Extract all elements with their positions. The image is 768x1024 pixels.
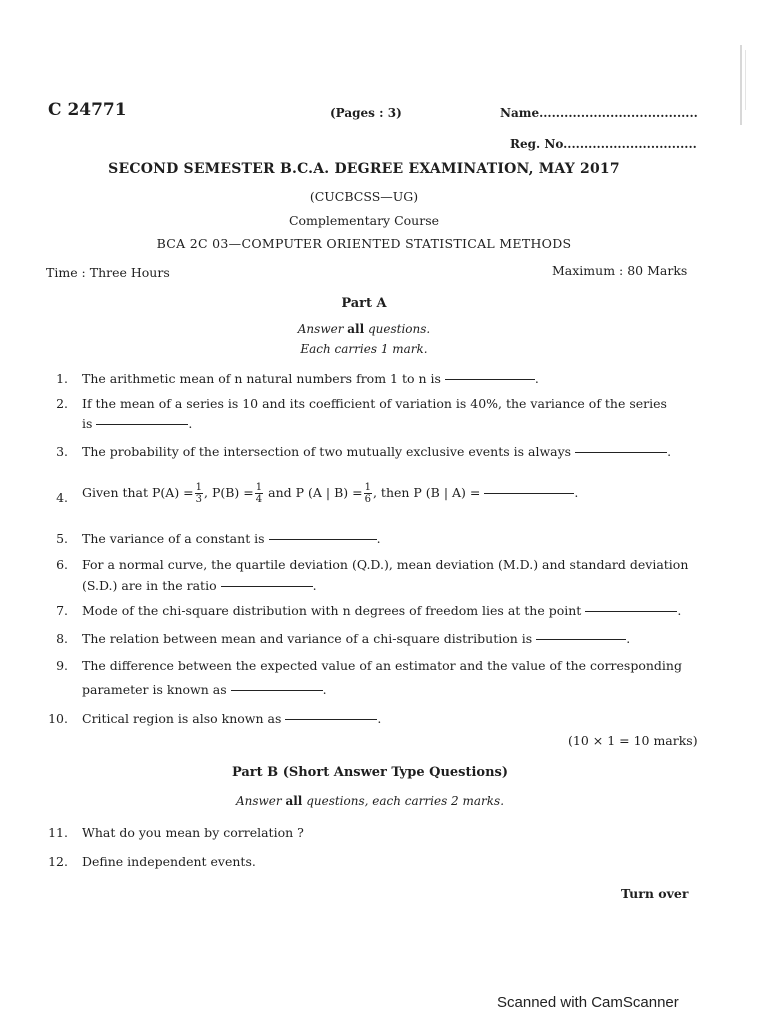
question-text: The variance of a constant is: [82, 531, 265, 546]
fraction-denominator: 6: [364, 494, 371, 505]
answer-blank: [536, 639, 626, 640]
question-number: 7.: [56, 603, 68, 618]
answer-blank: [445, 379, 535, 380]
question-text: The arithmetic mean of n natural numbers from 1 to n is: [82, 371, 441, 386]
question-number: 5.: [56, 531, 68, 546]
question-text: and: [268, 485, 292, 500]
instruction-text: questions.: [364, 322, 431, 336]
paper-title: BCA 2C 03—COMPUTER ORIENTED STATISTICAL METHODS: [156, 236, 572, 251]
question-end: .: [667, 444, 672, 459]
question-text: Critical region is also known as: [82, 711, 282, 726]
question-number: 3.: [56, 444, 68, 459]
answer-blank: [96, 424, 188, 425]
math-expression: P (A | B) =: [295, 485, 363, 500]
question-end: .: [376, 531, 381, 546]
question-text: The probability of the intersection of two mutually exclusive events is always: [82, 444, 572, 459]
question-text: What do you mean by correlation ?: [82, 825, 304, 840]
scanner-watermark: Scanned with CamScanner: [497, 994, 679, 1011]
scan-edge-mark: [745, 50, 746, 110]
part-a-marks-summary: (10 × 1 = 10 marks): [568, 733, 698, 748]
maximum-marks: Maximum : 80 Marks: [552, 263, 688, 278]
instruction-text: Answer: [297, 322, 348, 336]
question-text-continued: (S.D.) are in the ratio: [82, 578, 217, 593]
answer-blank: [484, 493, 574, 494]
question-end: .: [626, 631, 631, 646]
instruction-text: questions, each carries 2 marks.: [302, 794, 505, 808]
question-end: .: [677, 603, 682, 618]
question-text: The relation between mean and variance of a chi-square distribution is: [82, 631, 533, 646]
exam-title: SECOND SEMESTER B.C.A. DEGREE EXAMINATION, MAY 2017: [108, 161, 620, 177]
name-field-label: Name......................................: [500, 106, 698, 120]
question-number: 10.: [48, 711, 68, 726]
instruction-emphasis: all: [285, 794, 303, 808]
answer-blank: [575, 452, 667, 453]
instruction-emphasis: all: [347, 322, 365, 336]
part-a-instruction: [0, 322, 728, 336]
question-number: 9.: [56, 658, 68, 673]
instruction-text: Answer: [235, 794, 286, 808]
question-text-continued: parameter is known as: [82, 682, 227, 697]
answer-blank: [231, 690, 323, 691]
fraction-denominator: 3: [195, 494, 203, 505]
scan-edge-mark: [740, 45, 742, 125]
question-number: 11.: [48, 825, 68, 840]
exam-scheme: (CUCBCSS—UG): [309, 189, 419, 204]
math-expression: P(A) =: [152, 485, 194, 500]
question-number: 1.: [56, 371, 68, 386]
question-text: , then: [372, 485, 410, 500]
question-text: Given that: [82, 485, 149, 500]
answer-blank: [269, 539, 377, 540]
course-type: Complementary Course: [288, 213, 440, 228]
page-count: (Pages : 3): [330, 106, 402, 120]
fraction: [364, 482, 372, 505]
question-text: Define independent events.: [82, 854, 256, 869]
question-number: 12.: [48, 854, 68, 869]
turn-over-note: Turn over: [621, 886, 689, 901]
fraction-numerator: 1: [364, 482, 371, 493]
question-text: If the mean of a series is 10 and its coefficient of variation is 40%, the variance of the series: [82, 396, 667, 411]
question-number: 6.: [56, 557, 68, 572]
question-text: Mode of the chi-square distribution with n degrees of freedom lies at the point: [82, 603, 582, 618]
part-b-heading: Part B (Short Answer Type Questions): [231, 765, 509, 780]
question-end: .: [534, 371, 539, 386]
regno-field-label: Reg. No................................: [510, 137, 697, 151]
answer-blank: [585, 611, 677, 612]
part-a-instruction-marks: Each carries 1 mark.: [300, 342, 428, 356]
question-end: .: [322, 682, 327, 697]
question-end: .: [377, 711, 382, 726]
fraction-denominator: 4: [255, 494, 263, 505]
exam-duration: Time : Three Hours: [46, 265, 170, 280]
answer-blank: [221, 586, 313, 587]
question-end: .: [188, 416, 193, 431]
fraction: [255, 482, 263, 505]
question-number: 8.: [56, 631, 68, 646]
paper-code: C 24771: [48, 100, 127, 120]
question-text-continued: is: [82, 416, 93, 431]
fraction-numerator: 1: [195, 482, 203, 493]
question-number: 2.: [56, 396, 68, 411]
question-end: .: [574, 485, 579, 500]
fraction: [195, 482, 203, 505]
question-number: 4.: [56, 490, 68, 505]
question-text: The difference between the expected value of an estimator and the value of the corresponding: [82, 658, 682, 673]
part-a-heading: Part A: [341, 296, 387, 311]
question-text: For a normal curve, the quartile deviation (Q.D.), mean deviation (M.D.) and standard deviation: [82, 557, 689, 572]
part-b-instruction: [0, 794, 734, 808]
fraction-numerator: 1: [255, 482, 263, 493]
question-end: .: [312, 578, 317, 593]
answer-blank: [285, 719, 377, 720]
math-expression: P (B | A) =: [413, 485, 481, 500]
math-expression: , P(B) =: [204, 485, 254, 500]
